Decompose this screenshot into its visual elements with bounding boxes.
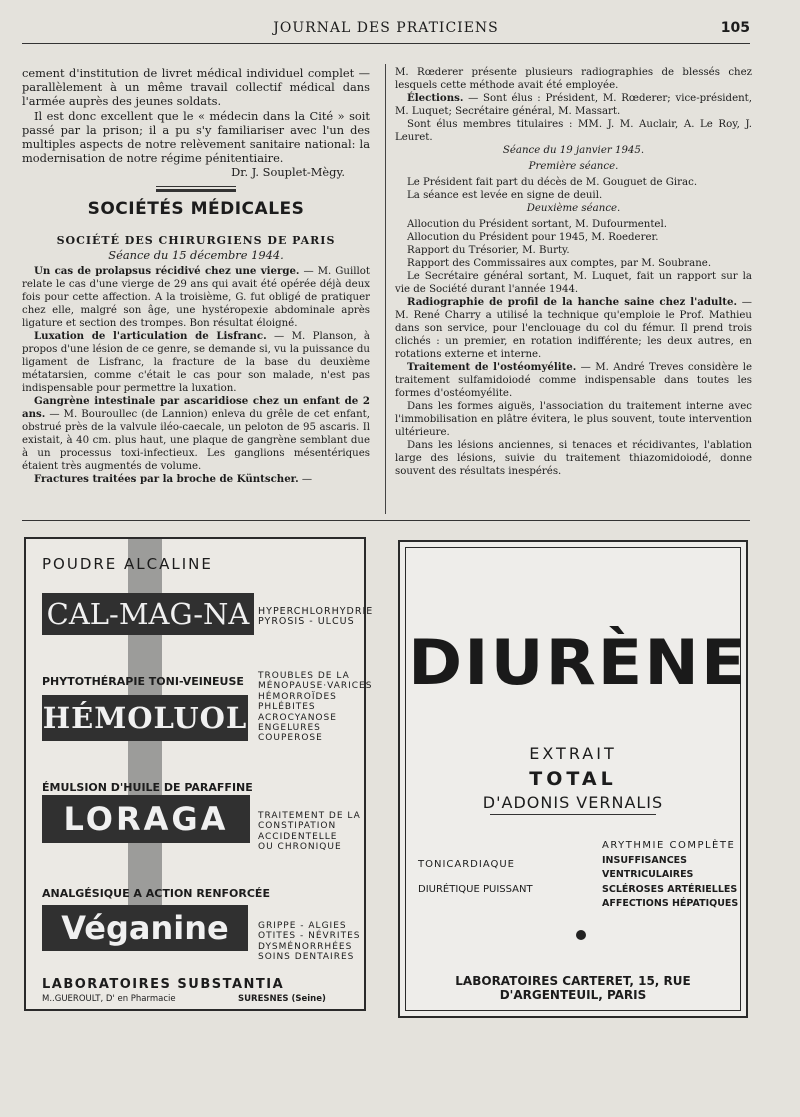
paragraph: Le Secrétaire général sortant, M. Luquet, fait un rapport sur la vie de Société durant l'année 1944.: [395, 271, 752, 295]
session-subheading: Première séance.: [528, 161, 619, 172]
indication: COUPEROSE: [258, 733, 323, 744]
article-title: Un cas de prolapsus récidivé chez une vierge.: [34, 265, 300, 278]
article: [22, 473, 370, 486]
indication-list: [258, 921, 360, 963]
indication: TRAITEMENT DE LA: [258, 811, 361, 821]
paragraph: Dans les formes aiguës, l'association du traitement interne avec l'immobilisation en plâtre évitera, le plus souvent, toute intervention ultérieure.: [395, 401, 752, 438]
paragraph: Rapport des Commissaires aux comptes, par M. Soubrane.: [407, 258, 712, 269]
laboratory-name: LABORATOIRES SUBSTANTIA: [42, 977, 285, 992]
paragraph: Rapport du Trésorier, M. Burty.: [407, 245, 570, 256]
brand-veganine: Véganine: [42, 905, 248, 951]
product-category: ANALGÉSIQUE A ACTION RENFORCÉE: [42, 887, 270, 900]
divider: [156, 186, 236, 187]
indication-list: [258, 607, 373, 628]
elections-title: Élections.: [407, 92, 464, 104]
indication: HÉMORROÏDES: [258, 691, 337, 702]
indication: AFFECTIONS HÉPATIQUES: [602, 898, 739, 909]
advertisement-diurene: [398, 540, 748, 1018]
article-body: — M. André Treves considère le traitement sulfamidoiodé comme indispensable dans toutes les formes d'ostéomyélite.: [395, 362, 752, 399]
indication-list: [258, 811, 361, 853]
section-title: SOCIÉTÉS MÉDICALES: [87, 198, 305, 219]
indication: SCLÉROSES ARTÉRIELLES: [602, 883, 738, 895]
tagline-extrait: EXTRAIT: [529, 744, 617, 763]
indication: HYPERCHLORHYDRIE: [258, 606, 374, 617]
article-title: Traitement de l'ostéomyélite.: [407, 361, 577, 373]
article-body: —: [298, 474, 313, 486]
indication: PHLÉBITES: [258, 702, 316, 713]
article: [22, 265, 370, 330]
indication: OTITES - NÉVRITES: [258, 931, 361, 942]
article-body: — M. Guillot relate le cas d'une vierge de 29 ans qui avait été opérée déjà deux fois pour cette affection. A la troisième, G. fut obligé de pratiquer chez elle, malgré son âge, une hystéropexie abdominale après ligature et section des trompes. Bon résultat éloigné.: [22, 266, 370, 330]
tagline-total: TOTAL: [529, 768, 617, 790]
indication: PYROSIS - ULCUS: [258, 616, 355, 628]
left-column: [22, 66, 370, 486]
laboratory-address: M..GUEROULT, D' en Pharmacie: [42, 994, 176, 1004]
bullet-dot: [576, 930, 586, 940]
article: [22, 330, 370, 395]
indication: MÉNOPAUSE·VARICES: [258, 681, 373, 692]
elections: [395, 92, 752, 118]
property-tonic: TONICARDIAQUE: [418, 859, 516, 870]
session-date: Séance du 15 décembre 1944.: [108, 248, 284, 263]
paragraph: Le Président fait part du décès de M. Gouguet de Girac.: [407, 177, 698, 188]
society-heading: SOCIÉTÉ DES CHIRURGIENS DE PARIS: [56, 233, 336, 247]
author-signature: Dr. J. Souplet-Mègy.: [231, 165, 345, 180]
article-body: — M. Planson, à propos d'une lésion de ce genre, se demande si, vu la puissance du ligament de Lisfranc, la fracture de la base du deuxième métatarsien, comme c'était le cas pour son malade, n'est pas indispensable pour permettre la luxation.: [22, 331, 371, 395]
indication: CONSTIPATION: [258, 821, 337, 832]
indication-list: [602, 839, 740, 912]
brand-loraga: LORAGA: [42, 795, 250, 843]
laboratory-city: SURESNES (Seine): [238, 994, 326, 1004]
session-date: Séance du 19 janvier 1945.: [502, 145, 645, 156]
paragraph: La séance est levée en signe de deuil.: [407, 190, 603, 201]
elections-body: — Sont élus : Président, M. Rœderer; vice-président, M. Luquet; Secrétaire général, M. Massart.: [395, 93, 752, 117]
article-body: — M. Bouroullec (de Lannion) enleva du grêle de cet enfant, obstrué près de la valvule iléo-caecale, un peloton de 95 ascaris. Il existait, à 40 cm. plus haut, une plaque de gangrène semblant due à un processus toxi-infectieux. Les ganglions mésentériques étaient très augmentés de volume.: [22, 409, 370, 473]
paragraph: Allocution du Président pour 1945, M. Roederer.: [407, 232, 659, 243]
property-diuretic: DIURÉTIQUE PUISSANT: [418, 884, 533, 895]
indication: ACROCYANOSE: [258, 712, 337, 723]
advertisement-substantia: [24, 537, 374, 1011]
indication: ACCIDENTELLE: [258, 831, 338, 842]
indication: INSUFFISANCES VENTRICULAIRES: [602, 854, 694, 880]
product-category: POUDRE ALCALINE: [42, 555, 213, 573]
article-title: Radiographie de profil de la hanche saine chez l'adulte.: [407, 296, 738, 308]
tagline-adonis: D'ADONIS VERNALIS: [482, 793, 664, 812]
indication: OU CHRONIQUE: [258, 842, 342, 853]
paragraph: Allocution du Président sortant, M. Dufourmentel.: [407, 219, 667, 230]
article: [395, 296, 752, 361]
article-body: — M. René Charry a utilisé la technique qu'emploie le Prof. Mathieu dans son service, pour l'enclouage du col du fémur. Il prend trois clichés : un premier, en rotation indifférente; les deux autres, en rotations externe et interne.: [395, 297, 752, 360]
header-rule: [22, 43, 750, 44]
indication: ARYTHMIE COMPLÈTE: [602, 840, 736, 851]
article-title: Fractures traitées par la broche de Küntscher.: [34, 473, 299, 486]
paragraph: Il est donc excellent que le « médecin dans la Cité » soit passé par la prison; il a pu s'y familiariser avec l'un des multiples aspects de notre relèvement sanitaire national: la modernisation de notre régime pénitentiaire.: [22, 108, 370, 166]
article: [395, 361, 752, 400]
brand-calmagna: CAL-MAG-NA: [42, 593, 254, 635]
column-divider: [385, 64, 386, 514]
ad-inner-frame: [405, 547, 748, 1011]
indication: DYSMÉNORRHÉES: [258, 941, 353, 952]
indication: ENGELURES: [258, 723, 321, 734]
text-bottom-rule: [22, 520, 750, 521]
product-category: PHYTOTHÉRAPIE TONI-VEINEUSE: [42, 675, 244, 688]
page-number: 105: [720, 20, 750, 36]
article: [22, 395, 370, 473]
right-column: [395, 66, 752, 478]
paragraph: Dans les lésions anciennes, si tenaces et récidivantes, l'ablation large des lésions, suivie du traitement thiazomidoiodé, donne souvent des résultats inespérés.: [395, 440, 752, 477]
product-category: ÉMULSION D'HUILE DE PARAFFINE: [42, 781, 253, 794]
divider: [156, 189, 236, 192]
laboratory-name: LABORATOIRES CARTERET, 15, RUE D'ARGENTEUIL, PARIS: [455, 974, 691, 1002]
indication: GRIPPE - ALGIES: [258, 921, 347, 931]
article-title: Luxation de l'articulation de Lisfranc.: [34, 330, 267, 343]
indication: SOINS DENTAIRES: [258, 952, 355, 963]
divider: [490, 814, 656, 815]
brand-hemoluol: HÉMOLUOL: [42, 695, 248, 741]
indication: TROUBLES DE LA: [258, 671, 350, 681]
running-title: JOURNAL DES PRATICIENS: [273, 20, 499, 36]
indication-list: [258, 671, 372, 744]
paragraph: cement d'institution de livret médical individuel complet — parallèlement à un même travail collectif médical dans l'armée auprès des jeunes soldats.: [22, 66, 370, 109]
session-subheading: Deuxième séance.: [526, 203, 621, 214]
paragraph: Sont élus membres titulaires : MM. J. M. Auclair, A. Le Roy, J. Leuret.: [395, 119, 752, 143]
article-title: Gangrène intestinale par ascaridiose chez un enfant de 2 ans.: [22, 395, 370, 421]
paragraph: M. Rœderer présente plusieurs radiographies de blessés chez lesquels cette méthode avait été employée.: [395, 67, 752, 91]
page-header: [22, 18, 750, 42]
brand-diurene: DIURÈNE: [408, 626, 748, 699]
